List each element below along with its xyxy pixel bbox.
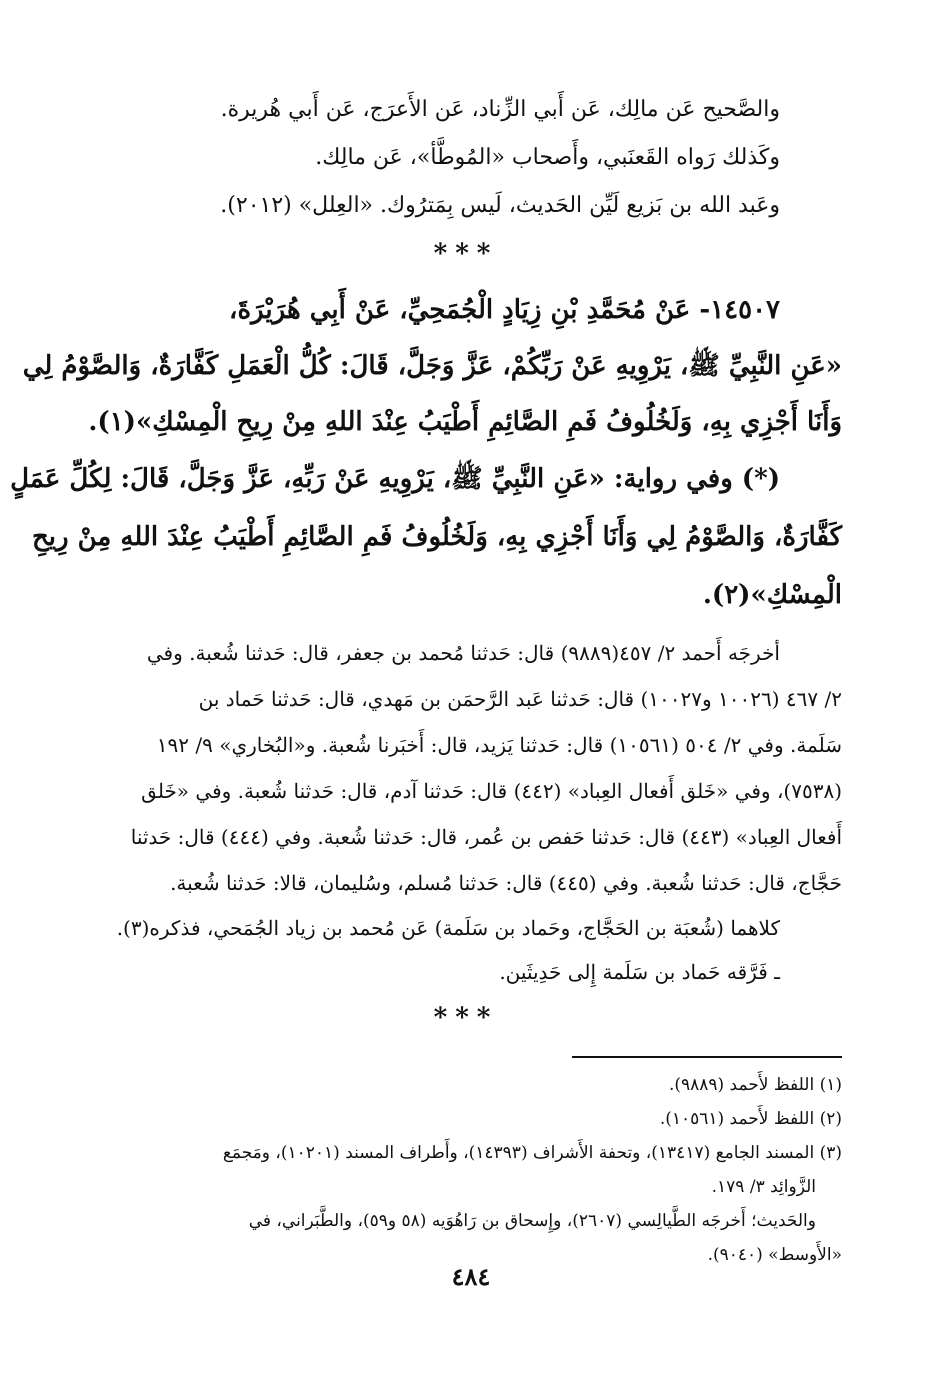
section-separator-top: ***: [433, 239, 499, 269]
intro-paragraph: [90, 86, 842, 230]
footnote-2: (٢) اللفظ لأَحمد (١٠٥٦١).: [659, 1109, 842, 1129]
takhrij-line: (٧٥٣٨)، وفي «خَلق أَفعال العِباد» (٤٤٢) قال: حَدثنا آدم، قال: حَدثنا شُعبة. وفي «خَلق: [141, 779, 842, 803]
hadith-line: «عَنِ النَّبِيِّ ﷺ، يَرْوِيهِ عَنْ رَبِّكُمْ، عَزَّ وَجَلَّ، قَالَ: كُلُّ الْعَمَلِ كَفَّارَةٌ، وَالصَّوْمُ لِي: [22, 351, 842, 381]
summary-line: ـ فَرَّقه حَماد بن سَلَمة إِلى حَدِيثَين.: [499, 960, 780, 984]
riwaya-line: (*) وفي رواية: «عَنِ النَّبِيِّ ﷺ، يَرْوِيهِ عَنْ رَبِّهِ، عَزَّ وَجَلَّ، قَالَ: لِكُلِّ عَمَلٍ: [10, 464, 780, 494]
footnote-3-continuation: الزَّوائِد ٣/ ١٧٩.: [711, 1177, 816, 1197]
alternate-narration: [10, 450, 842, 624]
footnotes: [90, 1068, 842, 1272]
footnote-divider: [572, 1056, 842, 1058]
riwaya-line: الْمِسْكِ»(٢).: [702, 580, 842, 610]
intro-line: وكَذلك رَواه القَعنَبي، وأَصحاب «المُوطَّأ»، عَن مالِك.: [315, 145, 780, 170]
takhrij-line: حَجَّاج، قال: حَدثنا شُعبة. وفي (٤٤٥) قال: حَدثنا مُسلم، وسُليمان، قالا: حَدثنا شُعبة.: [170, 871, 842, 895]
takhrij-line: أَفعال العِباد» (٤٤٣) قال: حَدثنا حَفص بن عُمر، قال: حَدثنا شُعبة. وفي (٤٤٤) قال: حَدثنا: [130, 825, 842, 849]
footnote-3-hadith-continuation: «الأَوسط» (٩٠٤٠).: [707, 1245, 842, 1265]
takhrij-line: أخرجَه أَحمد ٢/ ٤٥٧(٩٨٨٩) قال: حَدثنا مُحمد بن جعفر، قال: حَدثنا شُعبة. وفي: [146, 641, 780, 665]
riwaya-line: كَفَّارَةٌ، وَالصَّوْمُ لِي وَأَنَا أَجْزِي بِهِ، وَلَخُلُوفُ فَمِ الصَّائِمِ أَطْيَبُ عِنْدَ اللهِ مِنْ رِيحِ: [32, 522, 842, 552]
intro-line: وعَبد الله بن بَزيع لَيِّن الحَديث، لَيس بِمَترُوك. «العِلل» (٢٠١٢).: [220, 193, 780, 218]
takhrij-line: ٢/ ٤٦٧ (١٠٠٢٦ و١٠٠٢٧) قال: حَدثنا عَبد الرَّحمَن بن مَهدي، قال: حَدثنا حَماد بن: [198, 687, 842, 711]
intro-line: والصَّحيح عَن مالِك، عَن أَبي الزِّناد، عَن الأَعرَج، عَن أَبي هُريرة.: [220, 97, 780, 122]
hadith-heading: ١٤٥٠٧- عَنْ مُحَمَّدِ بْنِ زِيَادٍ الْجُمَحِيِّ، عَنْ أَبِي هُرَيْرَةَ،: [229, 295, 780, 325]
footnote-1: (١) اللفظ لأَحمد (٩٨٨٩).: [668, 1075, 842, 1095]
section-separator-bottom: ***: [433, 1003, 499, 1033]
summary-paragraph: [90, 906, 842, 994]
page-body: [10, 86, 842, 1272]
hadith-text: [22, 282, 842, 450]
takhrij-paragraph: [90, 630, 842, 906]
footnote-3-hadith: والحَديث؛ أَخرجَه الطَّيالِسي (٢٦٠٧)، وإِسحاق بن رَاهُوَيه (٥٨ و٥٩)، والطَّبَراني، في: [248, 1211, 816, 1231]
summary-line: كلاهما (شُعبَة بن الحَجَّاج، وحَماد بن سَلَمة) عَن مُحمد بن زياد الجُمَحي، فذكره(٣).: [116, 916, 780, 940]
hadith-line: وَأَنَا أَجْزِي بِهِ، وَلَخُلُوفُ فَمِ الصَّائِمِ أَطْيَبُ عِنْدَ اللهِ مِنْ رِيحِ الْمِسْكِ»(١).: [88, 407, 842, 437]
page-number: ٤٨٤: [451, 1262, 491, 1291]
footnote-3: (٣) المسند الجامع (١٣٤١٧)، وتحفة الأَشراف (١٤٣٩٣)، وأَطراف المسند (١٠٢٠١)، ومَجمَع: [222, 1143, 842, 1163]
takhrij-line: سَلَمة. وفي ٢/ ٥٠٤ (١٠٥٦١) قال: حَدثنا يَزيد، قال: أَخبَرنا شُعبة. و«البُخاري» ٩/ ١٩٢: [156, 733, 842, 757]
